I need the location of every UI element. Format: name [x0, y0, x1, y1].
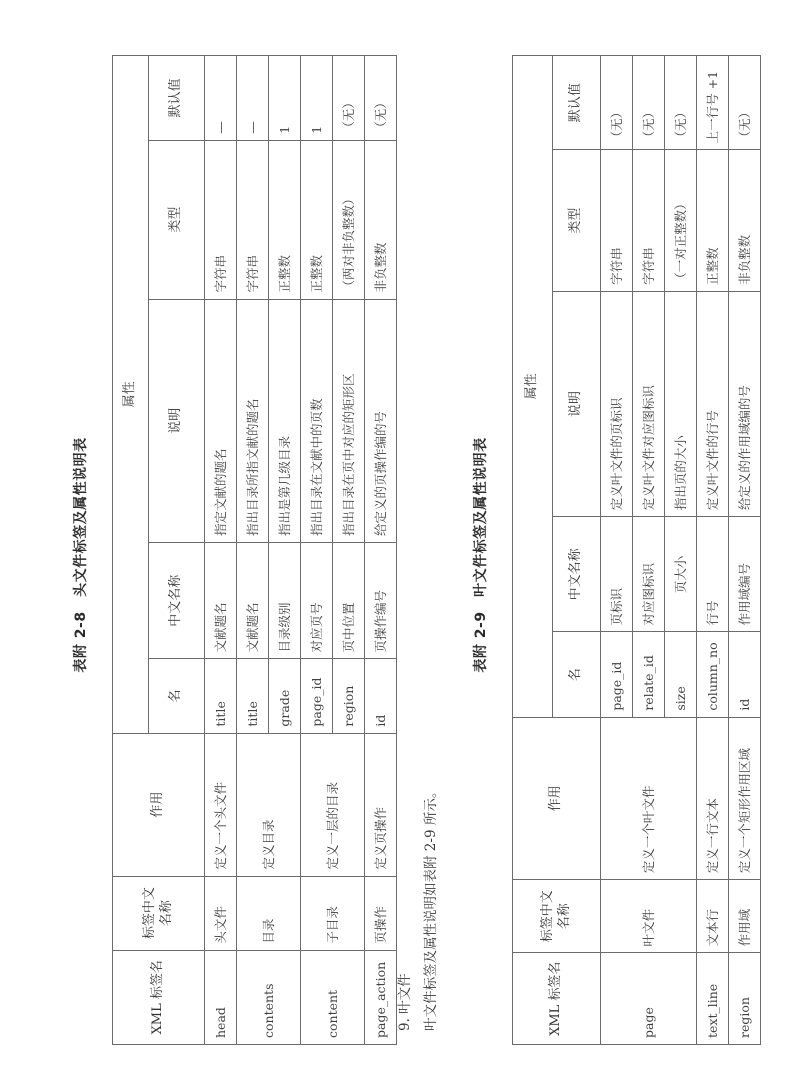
t1-h-xml: XML 标签名 [113, 950, 205, 1044]
t2-type: 非负整数 [729, 150, 761, 291]
table-row [697, 56, 729, 1045]
t2-xml: text_line [697, 953, 729, 1045]
t2-name: page_id [601, 632, 633, 717]
t1-attrcn: 页中位置 [333, 543, 365, 659]
t2-desc: 给定义的作用域编的号 [729, 291, 761, 516]
table2-caption: 表附 2-9 叶文件标签及属性说明表 [473, 437, 489, 673]
t1-default: （无） [365, 56, 397, 141]
section-heading: 9. 叶文件 [397, 973, 413, 1031]
table-row [729, 56, 761, 1045]
t1-h-default: 默认值 [149, 56, 205, 141]
t1-attrcn: 对应页号 [301, 543, 333, 659]
t1-h-attr: 属性 [113, 56, 149, 734]
t2-default: （无） [665, 56, 697, 150]
t2-h-desc: 说明 [553, 291, 601, 516]
t1-xml: content [301, 950, 365, 1044]
t2-attrcn: 对应图标识 [633, 517, 665, 632]
t1-default: （无） [333, 56, 365, 141]
table1-block [52, 50, 388, 1060]
t2-type: 字符串 [601, 150, 633, 291]
t1-xml: page_action [365, 950, 397, 1044]
t2-default: （无） [601, 56, 633, 150]
t2-desc: 定义叶文件对应图标识 [633, 291, 665, 516]
t1-xml: head [205, 950, 237, 1044]
t2-xml: page [601, 953, 697, 1045]
t1-cn: 子目录 [301, 876, 365, 950]
t2-type: 字符串 [633, 150, 665, 291]
table1-caption: 表附 2-8 头文件标签及属性说明表 [73, 437, 89, 673]
t2-attrcn: 作用域编号 [729, 517, 761, 632]
t1-h-type: 类型 [149, 140, 205, 299]
t2-role: 定义一行文本 [697, 717, 729, 879]
t1-type: 正整数 [301, 140, 333, 299]
table-row [237, 56, 269, 1045]
t2-attrcn: 行号 [697, 517, 729, 632]
t2-h-type: 类型 [553, 150, 601, 291]
t1-role: 定义目录 [237, 733, 301, 876]
t2-name: relate_id [633, 632, 665, 717]
t1-desc: 给定义的页操作编的号 [365, 299, 397, 543]
t1-type: 字符串 [237, 140, 269, 299]
t2-h-role: 作用 [513, 717, 601, 879]
t1-type: 非负整数 [365, 140, 397, 299]
t2-cn: 叶文件 [601, 880, 697, 953]
t1-attrcn: 文献题名 [237, 543, 269, 659]
section-text: 叶文件标签及属性说明如表附 2-9 所示。 [423, 784, 439, 1031]
t1-attrcn: 目录级别 [269, 543, 301, 659]
t1-name: id [365, 659, 397, 733]
table-row [205, 56, 237, 1045]
t2-h-xml: XML 标签名 [513, 953, 601, 1045]
t2-name: column_no [697, 632, 729, 717]
t2-h-cn: 标签中文名称 [513, 880, 601, 953]
table-row [601, 56, 633, 1045]
t1-h-role: 作用 [113, 733, 205, 876]
t1-name: grade [269, 659, 301, 733]
t1-role: 定义页操作 [365, 733, 397, 876]
t2-name: id [729, 632, 761, 717]
t2-role: 定义一个叶文件 [601, 717, 697, 879]
section-block [392, 435, 452, 1035]
t1-name: page_id [301, 659, 333, 733]
t1-cn: 页操作 [365, 876, 397, 950]
t2-attrcn: 页标识 [601, 517, 633, 632]
t1-name: title [237, 659, 269, 733]
t2-cn: 文本行 [697, 880, 729, 953]
t1-h-attrcn: 中文名称 [149, 543, 205, 659]
t1-role: 定义一个头文件 [205, 733, 237, 876]
t2-h-name: 名 [553, 632, 601, 717]
t2-name: size [665, 632, 697, 717]
t1-desc: 指出目录所指文献的题名 [237, 299, 269, 543]
t2-desc: 定义叶文件的行号 [697, 291, 729, 516]
table1 [112, 55, 397, 1045]
t1-type: 正整数 [269, 140, 301, 299]
t2-h-attr: 属性 [513, 56, 553, 718]
t2-type: （一对正整数） [665, 150, 697, 291]
t1-desc: 指出是第几级目录 [269, 299, 301, 543]
t1-h-desc: 说明 [149, 299, 205, 543]
t2-default: 上一行号 +1 [697, 56, 729, 150]
t2-h-attrcn: 中文名称 [553, 517, 601, 632]
t2-desc: 定义叶文件的页标识 [601, 291, 633, 516]
t2-role: 定义一个矩形作用区域 [729, 717, 761, 879]
table2 [512, 55, 761, 1045]
t2-h-default: 默认值 [553, 56, 601, 150]
t1-default: — [237, 56, 269, 141]
t1-cn: 目录 [237, 876, 301, 950]
t1-h-cn: 标签中文名称 [113, 876, 205, 950]
t1-type: （两对非负整数） [333, 140, 365, 299]
t2-default: （无） [633, 56, 665, 150]
t1-xml: contents [237, 950, 301, 1044]
t1-attrcn: 文献题名 [205, 543, 237, 659]
table2-block [470, 50, 770, 1060]
t1-name: title [205, 659, 237, 733]
t1-attrcn: 页操作编号 [365, 543, 397, 659]
t1-default: — [205, 56, 237, 141]
t1-type: 字符串 [205, 140, 237, 299]
t2-cn: 作用域 [729, 880, 761, 953]
t2-attrcn: 页大小 [665, 517, 697, 632]
t1-desc: 指定文献的题名 [205, 299, 237, 543]
t2-xml: region [729, 953, 761, 1045]
t1-desc: 指出目录在文献中的页数 [301, 299, 333, 543]
t1-role: 定义一层的目录 [301, 733, 365, 876]
t2-default: （无） [729, 56, 761, 150]
t2-type: 正整数 [697, 150, 729, 291]
t1-name: region [333, 659, 365, 733]
t1-desc: 指出目录在页中对应的矩形区 [333, 299, 365, 543]
t1-default: 1 [301, 56, 333, 141]
t1-default: 1 [269, 56, 301, 141]
t1-cn: 头文件 [205, 876, 237, 950]
t2-desc: 指出页的大小 [665, 291, 697, 516]
table-row [301, 56, 333, 1045]
t1-h-name: 名 [149, 659, 205, 733]
